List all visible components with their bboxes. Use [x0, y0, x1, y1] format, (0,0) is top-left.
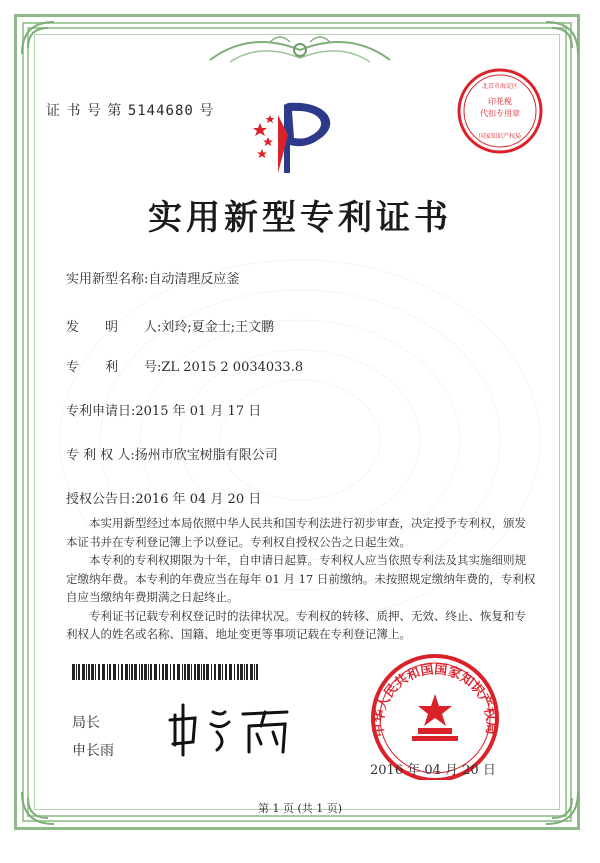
patent-office-logo-icon: [248, 95, 348, 175]
top-ornament: [200, 30, 400, 70]
certificate-body: [66, 514, 536, 644]
page-number: 第 1 页 (共 1 页): [257, 802, 343, 815]
field-grant-date: [66, 488, 261, 507]
field-inventors: [66, 316, 274, 335]
certificate-number-value: 5144680: [127, 103, 194, 119]
certificate-number: [46, 100, 214, 120]
seal-date: 2016 年 04 月 20 日: [370, 763, 496, 778]
field-label: 专 利 号:: [66, 360, 162, 375]
field-value: 刘玲;夏金士;王文鹏: [161, 320, 275, 335]
paragraph: 本实用新型经过本局依照中华人民共和国专利法进行初步审查，决定授予专利权，颁发本证书并在专利登记簿上予以登记。专利权自授权公告之日起生效。: [66, 516, 526, 549]
seal-text: 中华人民共和国国家知识产权局: [371, 662, 499, 738]
signatory-title: 局长: [72, 715, 100, 731]
barcode: [72, 664, 262, 680]
field-value: 2016 年 04 月 20 日: [135, 492, 262, 507]
field-label: 专 利 权 人:: [66, 448, 135, 463]
field-value: ZL 2015 2 0034033.8: [161, 360, 304, 375]
svg-text:国家知识产权局: 国家知识产权局: [478, 133, 522, 140]
field-label: 授权公告日:: [66, 492, 136, 507]
handwritten-signature: [165, 700, 305, 760]
signatory-name: 申长雨: [72, 743, 114, 759]
field-label: 专利申请日:: [66, 404, 136, 419]
certificate-number-suffix: 号: [199, 103, 215, 119]
field-patent-number: [66, 356, 303, 375]
certificate-number-label: 证 书 号 第: [46, 103, 123, 119]
field-label: 实用新型名称:: [66, 272, 149, 287]
paragraph: 本专利的专利权期限为十年，自申请日起算。专利权人应当依照专利法及其实施细则规定缴纳年费。本专利的年费应当在每年 01 月 17 日前缴纳。未按照规定缴纳年费的，专利权自应当缴纳年费期满之日起终止。: [66, 553, 536, 604]
paragraph: 专利证书记载专利权登记时的法律状况。专利权的转移、质押、无效、终止、恢复和专利权人的姓名或名称、国籍、地址变更等事项记载在专利登记簿上。: [66, 608, 526, 641]
field-value: 2015 年 01 月 17 日: [135, 404, 262, 419]
field-patentee: [66, 444, 278, 463]
certificate-title: 实用新型专利证书: [148, 198, 452, 238]
svg-text:印花税: 印花税: [488, 97, 512, 106]
field-application-date: [66, 400, 261, 419]
svg-text:代扣专用章: 代扣专用章: [480, 109, 520, 118]
agency-stamp-small: [455, 66, 545, 156]
field-label: 发 明 人:: [66, 320, 162, 335]
field-value: 扬州市欣宝树脂有限公司: [134, 448, 278, 463]
corner-ornament-tl: [18, 18, 58, 58]
field-value: 自动清理反应釜: [148, 272, 240, 287]
corner-ornament-tr: [542, 18, 582, 58]
field-utility-model-name: [66, 268, 239, 287]
svg-text:北京市海淀区: 北京市海淀区: [481, 83, 519, 90]
